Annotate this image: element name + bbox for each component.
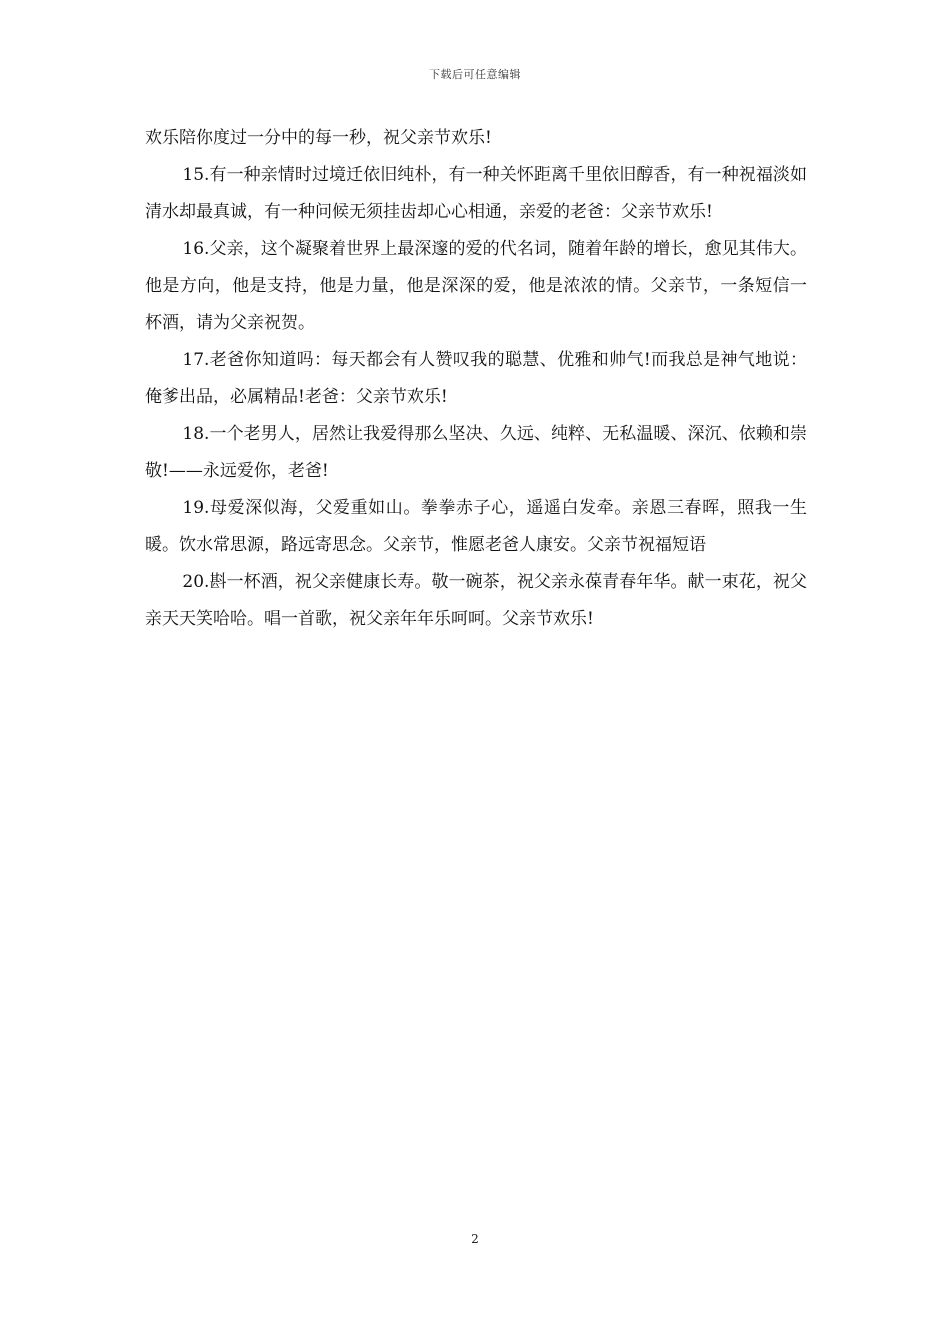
paragraph-item-19: 19.母爱深似海，父爱重如山。拳拳赤子心，遥遥白发牵。亲恩三春晖，照我一生暖。饮水常思源，路远寄思念。父亲节，惟愿老爸人康安。父亲节祝福短语 bbox=[145, 498, 807, 555]
document-body bbox=[145, 120, 807, 638]
paragraph-item-18: 18.一个老男人，居然让我爱得那么坚决、久远、纯粹、无私温暖、深沉、依赖和崇敬!——永远爱你，老爸! bbox=[145, 424, 807, 481]
paragraph-item-15: 15.有一种亲情时过境迁依旧纯朴，有一种关怀距离千里依旧醇香，有一种祝福淡如清水却最真诚，有一种问候无须挂齿却心心相通，亲爱的老爸：父亲节欢乐! bbox=[145, 165, 807, 222]
paragraph-continuation: 欢乐陪你度过一分中的每一秒，祝父亲节欢乐! bbox=[145, 128, 492, 148]
page-header: 下载后可任意编辑 bbox=[429, 68, 521, 81]
paragraph-item-20: 20.斟一杯酒，祝父亲健康长寿。敬一碗茶，祝父亲永葆青春年华。献一束花，祝父亲天天笑哈哈。唱一首歌，祝父亲年年乐呵呵。父亲节欢乐! bbox=[145, 572, 807, 629]
page-number: 2 bbox=[471, 1232, 479, 1246]
paragraph-item-17: 17.老爸你知道吗：每天都会有人赞叹我的聪慧、优雅和帅气!而我总是神气地说：俺爹出品，必属精品!老爸：父亲节欢乐! bbox=[145, 350, 807, 407]
paragraph-item-16: 16.父亲，这个凝聚着世界上最深邃的爱的代名词，随着年龄的增长，愈见其伟大。他是方向，他是支持，他是力量，他是深深的爱，他是浓浓的情。父亲节，一条短信一杯酒，请为父亲祝贺。 bbox=[145, 239, 807, 333]
